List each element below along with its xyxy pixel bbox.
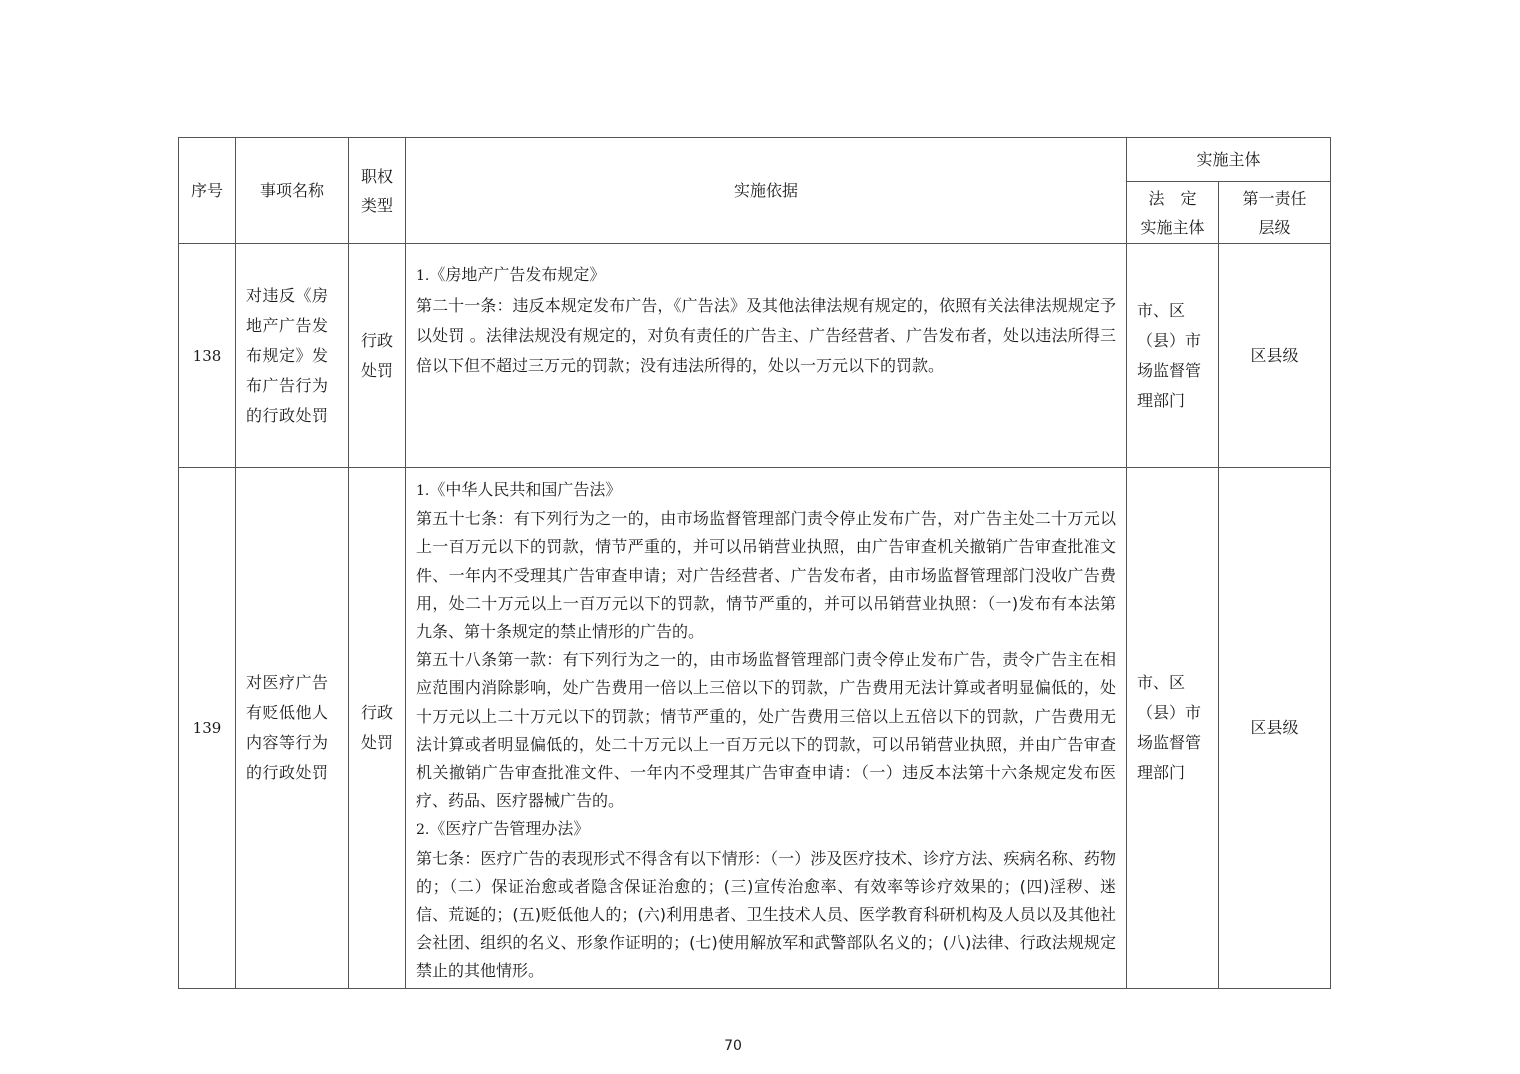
basis-paragraph: 第五十七条：有下列行为之一的，由市场监督管理部门责令停止发布广告，对广告主处二十万元以上一百万元以下的罚款，情节严重的，并可以吊销营业执照，由广告审查机关撤销广告审查批准文件、一年内不受理其广告审查申请；对广告经营者、广告发布者，由市场监督管理部门没收广告费用，处二十万元以上一百万元以下的罚款，情节严重的，并可以吊销营业执照：（一)发布有本法第九条、第十条规定的禁止情形的广告的。 [416, 509, 1116, 642]
basis-law-name: 《房地产广告发布规定》 [429, 265, 606, 284]
header-first-level-line1: 第一责任 [1242, 188, 1307, 208]
header-power-type [349, 138, 406, 244]
page-number: 70 [724, 1038, 742, 1054]
basis-paragraph: 第五十八条第一款：有下列行为之一的，由市场监督管理部门责令停止发布广告，责令广告主在相应范围内消除影响，处广告费用一倍以上三倍以下的罚款，广告费用无法计算或者明显偏低的，处十万元以上二十万元以下的罚款；情节严重的，处广告费用三倍以上五倍以下的罚款，广告费用无法计算或者明显偏低的，处二十万元以上一百万元以下的罚款，可以吊销营业执照，并由广告审查机关撤销广告审查批准文件、一年内不受理其广告审查申请：（一）违反本法第十六条规定发布医疗、药品、医疗器械广告的。 [416, 650, 1116, 811]
basis-law-number: 1. [416, 268, 430, 284]
basis-law-title [416, 476, 1116, 505]
header-item-name: 事项名称 [236, 138, 349, 244]
row-power-type [349, 244, 406, 468]
basis-paragraph: 第二十一条：违反本规定发布广告，《广告法》及其他法律法规有规定的，依照有关法律法规规定予以处罚 。法律法规没有规定的，对负有责任的广告主、广告经营者、广告发布者，处以违法所得三倍以下但不超过三万元的罚款；没有违法所得的，处以一万元以下的罚款。 [416, 296, 1116, 375]
authority-table [178, 137, 1331, 989]
row-legal-subject: 市、区（县）市场监督管理部门 [1127, 468, 1219, 989]
header-legal-subject [1127, 182, 1219, 244]
row-basis [406, 468, 1127, 989]
row-item-name: 对医疗广告有贬低他人内容等行为的行政处罚 [236, 468, 349, 989]
header-subject-group: 实施主体 [1127, 138, 1331, 182]
header-basis: 实施依据 [406, 138, 1127, 244]
row-legal-subject: 市、区（县）市场监督管理部门 [1127, 244, 1219, 468]
row-seq: 139 [179, 468, 236, 989]
header-power-type-line1: 职权 [360, 166, 393, 186]
row-power-type [349, 468, 406, 989]
basis-paragraph: 第七条：医疗广告的表现形式不得含有以下情形：（一）涉及医疗技术、诊疗方法、疾病名称、药物的；（二）保证治愈或者隐含保证治愈的；(三)宣传治愈率、有效率等诊疗效果的；(四)淫秽、迷信、荒诞的；(五)贬低他人的；(六)利用患者、卫生技术人员、医学教育科研机构及人员以及其他社会社团、组织的名义、形象作证明的；(七)使用解放军和武警部队名义的；(八)法律、行政法规规定禁止的其他情形。 [416, 848, 1116, 981]
header-power-type-line2: 类型 [360, 195, 393, 215]
basis-law-title [416, 815, 1116, 844]
header-first-level-line2: 层级 [1258, 217, 1291, 237]
basis-law-number: 1. [416, 483, 430, 499]
table-row [179, 468, 1331, 989]
row-power-type-text: 行政处罚 [360, 702, 393, 752]
row-seq: 138 [179, 244, 236, 468]
basis-law-name: 《医疗广告管理办法》 [429, 819, 590, 839]
basis-law-name: 《中华人民共和国广告法》 [429, 480, 622, 499]
header-legal-subject-line1: 法 定 [1148, 188, 1197, 208]
header-first-level [1219, 182, 1331, 244]
header-legal-subject-line2: 实施主体 [1140, 217, 1205, 237]
row-power-type-text: 行政处罚 [360, 330, 393, 380]
row-first-level: 区县级 [1219, 244, 1331, 468]
header-seq: 序号 [179, 138, 236, 244]
row-item-name: 对违反《房地产广告发布规定》发布广告行为的行政处罚 [236, 244, 349, 468]
table-row [179, 244, 1331, 468]
basis-law-title [416, 260, 1116, 291]
row-basis [406, 244, 1127, 468]
row-first-level: 区县级 [1219, 468, 1331, 989]
basis-law-number: 2. [416, 822, 430, 839]
